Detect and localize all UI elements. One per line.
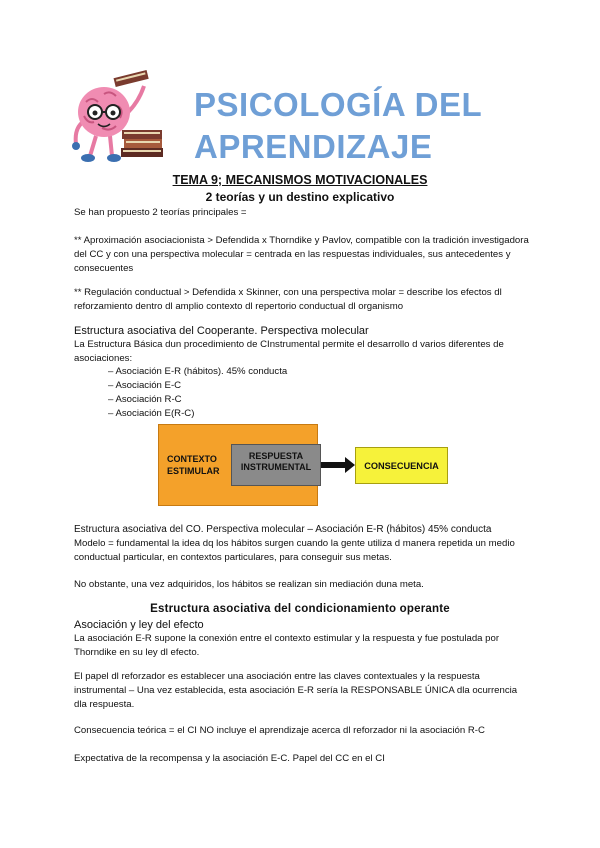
respuesta-box: [231, 444, 321, 486]
header: [66, 66, 546, 166]
structure-diagram: [158, 424, 458, 506]
asociacionista-paragraph: ** Aproximación asociacionista > Defendida x Thorndike y Pavlov, compatible con la tradición investigadora del CC y con una perspectiva molecular = centrada en las respuestas individuales, sus antecedentes y consecuentes: [74, 235, 529, 274]
co-paragraph: Estructura asociativa del CO. Perspectiva molecular – Asociación E-R (hábitos) 45% conducta: [74, 524, 492, 535]
ley-heading: Asociación y ley del efecto: [74, 619, 204, 631]
list-item: – Asociación E-R (hábitos). 45% conducta: [108, 365, 287, 379]
consecuencia-box: [355, 447, 448, 484]
ley-paragraph: La asociación E-R supone la conexión entre el contexto estimular y la respuesta y fue postulada por Thorndike en su ley dl efecto.: [74, 633, 500, 658]
arrow-shaft: [321, 462, 347, 468]
intro-paragraph: Se han propuesto 2 teorías principales =: [74, 207, 247, 218]
title-line-2: APRENDIZAJE: [194, 128, 433, 165]
consecuencia-label: CONSECUENCIA: [364, 461, 439, 471]
consecuencia-paragraph: Consecuencia teórica = el CI NO incluye el aprendizaje acerca dl reforzador ni la asociación R-C: [74, 725, 485, 736]
estructura-heading: Estructura asociativa del Cooperante. Perspectiva molecular: [74, 325, 369, 337]
subtopic-heading: 2 teorías y un destino explicativo: [205, 190, 395, 204]
regulacion-paragraph: ** Regulación conductual > Defendida x Skinner, con una perspectiva molar = describe los efectos dl reforzamiento dentro dl amplio contexto dl repertorio conductual dl organismo: [74, 287, 502, 312]
respuesta-label: RESPUESTA INSTRUMENTAL: [240, 451, 312, 472]
estructura-paragraph: La Estructura Básica dun procedimiento de CInstrumental permite el desarrollo d varios diferentes de asociaciones:: [74, 339, 504, 364]
list-item: – Asociación E-C: [108, 379, 287, 393]
expectativa-paragraph: Expectativa de la recompensa y la asociación E-C. Papel del CC en el CI: [74, 753, 385, 764]
no-obstante-paragraph: No obstante, una vez adquiridos, los hábitos se realizan sin mediación duna meta.: [74, 579, 424, 590]
operante-heading: Estructura asociativa del condicionamiento operante: [150, 603, 450, 615]
modelo-paragraph: Modelo = fundamental la idea dq los hábitos surgen cuando la gente utiliza d manera repetida un medio conductual particular, en contextos particulares, para conseguir sus metas.: [74, 538, 515, 563]
topic-heading: TEMA 9; MECANISMOS MOTIVACIONALES: [172, 173, 428, 187]
brain-mascot-icon: [66, 66, 184, 166]
list-item: – Asociación R-C: [108, 393, 287, 407]
contexto-label: CONTEXTO ESTIMULAR: [167, 454, 220, 476]
list-item: – Asociación E(R-C): [108, 407, 287, 421]
arrow-right-icon: [345, 457, 355, 473]
asociaciones-list: [108, 365, 287, 421]
title-line-1: PSICOLOGÍA DEL: [194, 86, 483, 123]
papel-paragraph: El papel dl reforzador es establecer una asociación entre las claves contextuales y la respuesta instrumental – Una vez establecida, esta asociación E-R sería la RESPONSABLE ÚNICA dla ocurrencia dla respuesta.: [74, 671, 518, 710]
